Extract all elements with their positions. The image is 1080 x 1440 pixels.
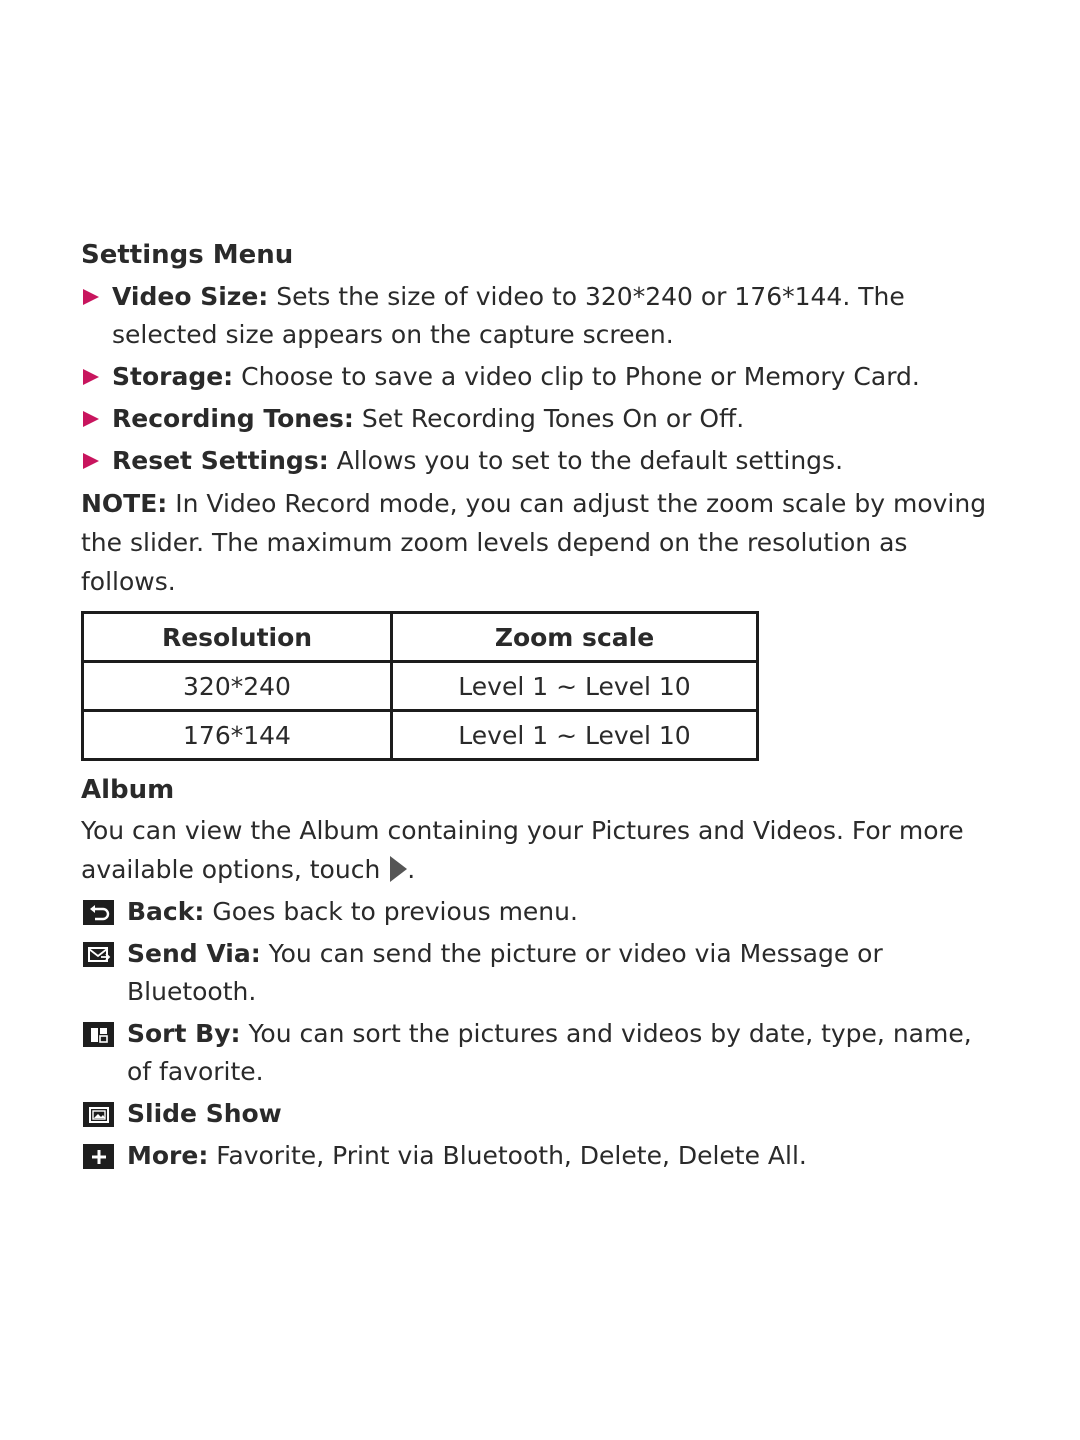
album-item-text: You can sort the pictures and videos by date, type, name, of favorite.	[127, 1019, 972, 1086]
album-item-text: Favorite, Print via Bluetooth, Delete, Delete All.	[208, 1141, 807, 1170]
send-via-icon	[83, 942, 114, 967]
album-item-text: Goes back to previous menu.	[204, 897, 578, 926]
table-row	[83, 662, 758, 711]
album-intro-text: You can view the Album containing your Pictures and Videos. For more available options, touch	[81, 816, 964, 884]
settings-item-text: Allows you to set to the default settings.	[328, 446, 844, 475]
album-item-label: Send Via:	[127, 939, 261, 968]
album-heading: Album	[81, 775, 175, 805]
album-item-sort-by	[81, 1015, 991, 1091]
back-icon	[83, 900, 114, 925]
table-cell-resolution: 320*240	[83, 662, 392, 711]
settings-item-label: Storage:	[112, 362, 234, 391]
note-text: In Video Record mode, you can adjust the zoom scale by moving the slider. The maximum zoom levels depend on the resolution as follows.	[81, 489, 987, 596]
slideshow-icon	[83, 1102, 114, 1127]
settings-item-recording-tones	[81, 400, 991, 438]
album-item-label: More:	[127, 1141, 209, 1170]
album-intro-end: .	[407, 855, 416, 884]
settings-item-text: Choose to save a video clip to Phone or Memory Card.	[233, 362, 920, 391]
settings-menu-heading: Settings Menu	[81, 240, 294, 270]
note-label: NOTE:	[81, 489, 168, 518]
table-header-zoom-scale: Zoom scale	[392, 613, 758, 662]
settings-item-label: Reset Settings:	[112, 446, 329, 475]
table-header-resolution: Resolution	[83, 613, 392, 662]
sort-icon	[83, 1022, 114, 1047]
settings-item-label: Video Size:	[112, 282, 269, 311]
table-header-row	[83, 613, 758, 662]
note-paragraph	[81, 484, 991, 601]
album-item-label: Back:	[127, 897, 205, 926]
table-row	[83, 711, 758, 760]
album-item-back	[81, 893, 991, 931]
settings-item-text: Sets the size of video to 320*240 or 176*144. The selected size appears on the capture screen.	[112, 282, 905, 349]
album-item-more	[81, 1137, 991, 1175]
album-item-slide-show	[81, 1095, 991, 1133]
table-cell-zoom-scale: Level 1 ~ Level 10	[392, 662, 758, 711]
album-intro	[81, 811, 991, 889]
bullet-triangle-icon	[83, 289, 99, 305]
settings-item-reset-settings	[81, 442, 991, 480]
settings-item-video-size	[81, 278, 991, 354]
album-item-send-via	[81, 935, 991, 1011]
settings-item-storage	[81, 358, 991, 396]
play-options-icon	[390, 856, 407, 882]
table-cell-resolution: 176*144	[83, 711, 392, 760]
bullet-triangle-icon	[83, 369, 99, 385]
bullet-triangle-icon	[83, 453, 99, 469]
plus-icon	[83, 1144, 114, 1169]
settings-item-label: Recording Tones:	[112, 404, 354, 433]
album-item-label: Slide Show	[127, 1099, 282, 1128]
album-item-text: You can send the picture or video via Message or Bluetooth.	[127, 939, 883, 1006]
settings-item-text: Set Recording Tones On or Off.	[353, 404, 745, 433]
album-item-label: Sort By:	[127, 1019, 241, 1048]
zoom-scale-table	[81, 611, 759, 761]
table-cell-zoom-scale: Level 1 ~ Level 10	[392, 711, 758, 760]
manual-page	[81, 236, 991, 1179]
bullet-triangle-icon	[83, 411, 99, 427]
